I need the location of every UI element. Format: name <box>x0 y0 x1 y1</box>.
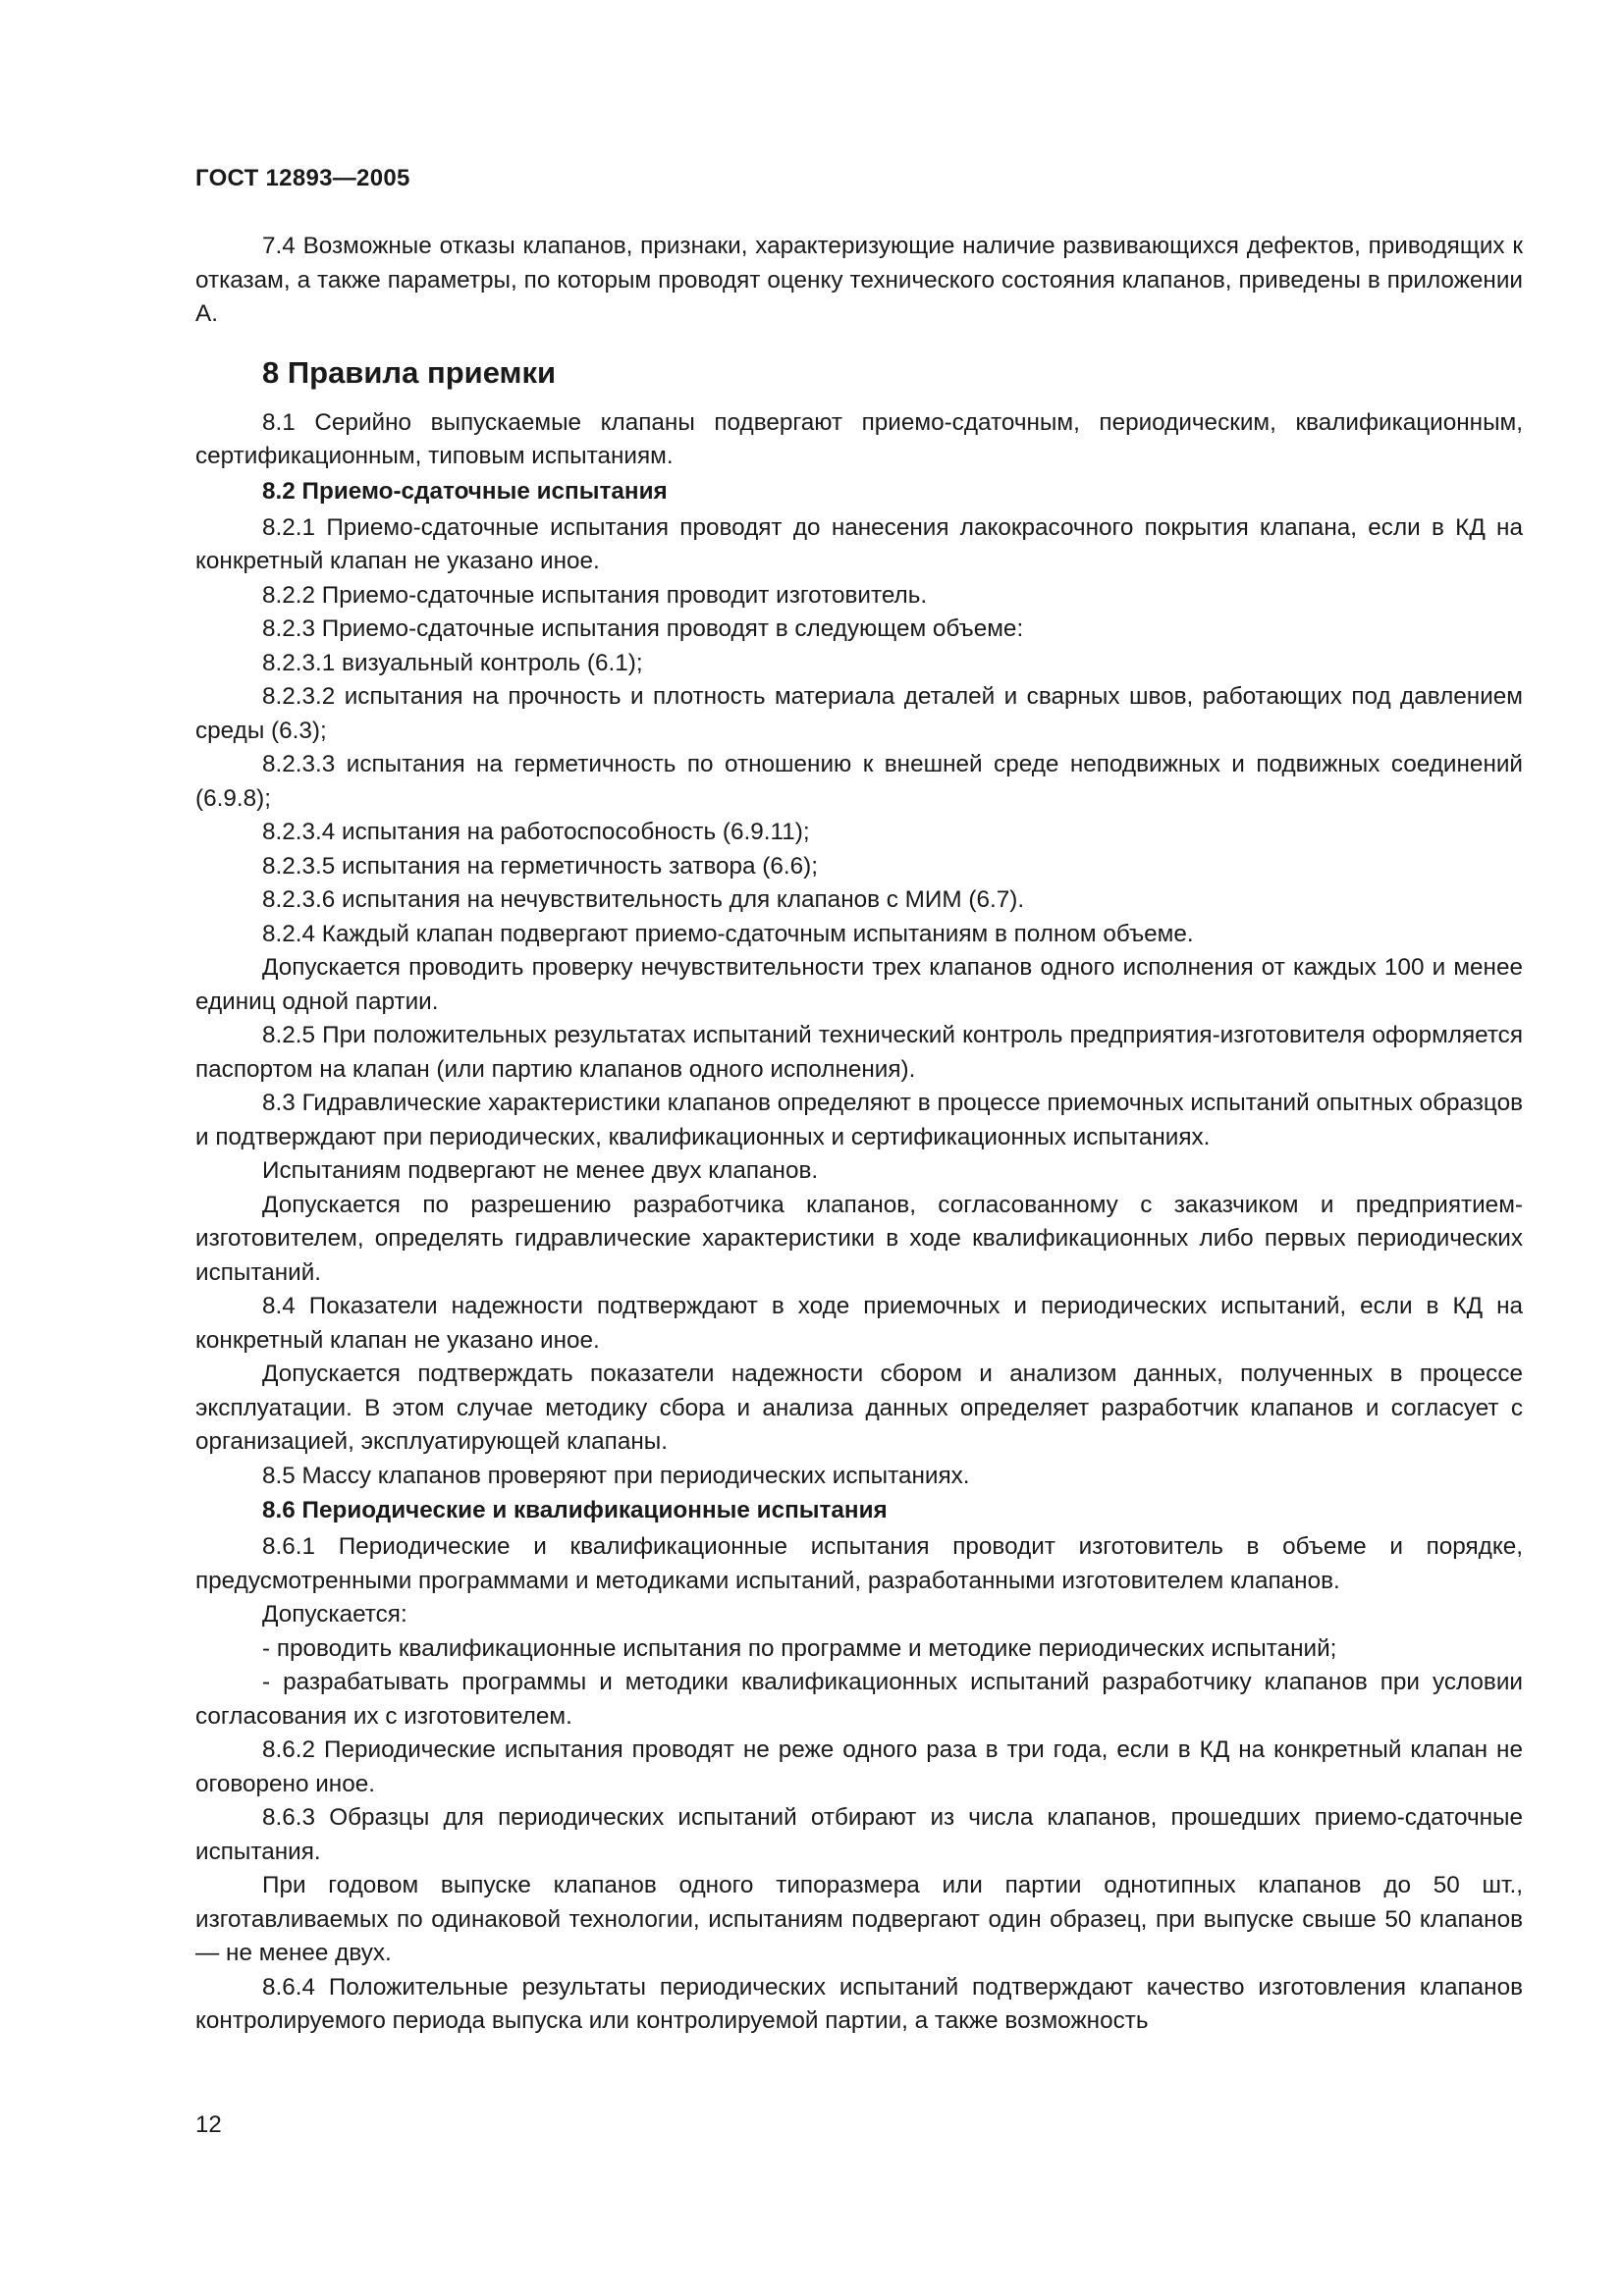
document-body <box>195 230 1523 2039</box>
paragraph: 8.3 Гидравлические характеристики клапанов определяют в процессе приемочных испытаний опытных образцов и подтверждают при периодических, квалификационных и сертификационных испытаниях. <box>195 1090 1523 1150</box>
paragraph: Допускается подтверждать показатели надежности сбором и анализом данных, полученных в процессе эксплуатации. В этом случае методику сбора и анализа данных определяет разработчик клапанов и согласует с организацией, эксплуатирующей клапаны. <box>195 1361 1523 1455</box>
paragraph: 8.6.1 Периодические и квалификационные испытания проводит изготовитель в объеме и порядке, предусмотренными программами и методиками испытаний, разработанными изготовителем клапанов. <box>195 1533 1523 1594</box>
paragraph: Допускается: <box>262 1601 407 1628</box>
paragraph: 8.6.4 Положительные результаты периодических испытаний подтверждают качество изготовления клапанов контролируемого периода выпуска или контролируемой партии, а также возможность <box>195 1973 1523 2034</box>
paragraph: 8.2.2 Приемо-сдаточные испытания проводит изготовитель. <box>262 581 928 609</box>
paragraph: 8.2.4 Каждый клапан подвергают приемо-сдаточным испытаниям в полном объеме. <box>262 920 1194 947</box>
subsection-heading: 8.2 Приемо-сдаточные испытания <box>262 477 668 505</box>
paragraph: 8.2.1 Приемо-сдаточные испытания проводят до нанесения лакокрасочного покрытия клапана, если в КД на конкретный клапан не указано иное. <box>195 513 1523 574</box>
paragraph: - разрабатывать программы и методики квалификационных испытаний разработчику клапанов при условии согласования их с изготовителем. <box>195 1669 1523 1730</box>
paragraph: Допускается проводить проверку нечувствительности трех клапанов одного исполнения от каждых 100 и менее единиц одной партии. <box>195 954 1523 1015</box>
document-header-code: ГОСТ 12893—2005 <box>195 165 410 191</box>
paragraph: 8.6.3 Образцы для периодических испытаний отбирают из числа клапанов, прошедших приемо-сдаточные испытания. <box>195 1804 1523 1865</box>
paragraph: 8.2.5 При положительных результатах испытаний технический контроль предприятия-изготовителя оформляется паспортом на клапан (или партию клапанов одного исполнения). <box>195 1022 1523 1083</box>
paragraph: 8.5 Массу клапанов проверяют при периодических испытаниях. <box>262 1462 970 1489</box>
paragraph: Испытаниям подвергают не менее двух клапанов. <box>262 1157 819 1184</box>
paragraph: 8.2.3.2 испытания на прочность и плотность материала деталей и сварных швов, работающих под давлением среды (6.3); <box>195 683 1523 744</box>
subsection-heading: 8.6 Периодические и квалификационные испытания <box>262 1497 888 1523</box>
paragraph: 8.4 Показатели надежности подтверждают в ходе приемочных и периодических испытаний, если в КД на конкретный клапан не указано иное. <box>195 1293 1523 1354</box>
paragraph: 8.2.3.1 визуальный контроль (6.1); <box>262 649 643 676</box>
paragraph: 8.1 Серийно выпускаемые клапаны подвергают приемо-сдаточным, периодическим, квалификационным, сертификационным, типовым испытаниям. <box>195 408 1523 469</box>
paragraph: При годовом выпуске клапанов одного типоразмера или партии однотипных клапанов до 50 шт., изготавливаемых по одинаковой технологии, испытаниям подвергают один образец, при выпуске свыше 50 клапанов — не менее двух. <box>195 1872 1523 1966</box>
page-number: 12 <box>195 2111 222 2138</box>
paragraph: Допускается по разрешению разработчика клапанов, согласованному с заказчиком и предприятием-изготовителем, определять гидравлические характеристики в ходе квалификационных либо первых периодических испытаний. <box>195 1191 1523 1286</box>
paragraph: 8.2.3.4 испытания на работоспособность (6.9.11); <box>262 819 810 845</box>
paragraph: 8.2.3.5 испытания на герметичность затвора (6.6); <box>262 852 818 880</box>
paragraph: 8.2.3.3 испытания на герметичность по отношению к внешней среде неподвижных и подвижных соединений (6.9.8); <box>195 751 1523 812</box>
paragraph: 8.2.3.6 испытания на нечувствительность для клапанов с МИМ (6.7). <box>262 886 1025 913</box>
paragraph: 8.2.3 Приемо-сдаточные испытания проводят в следующем объеме: <box>262 615 1024 642</box>
paragraph: - проводить квалификационные испытания по программе и методике периодических испытаний; <box>262 1634 1337 1662</box>
paragraph: 7.4 Возможные отказы клапанов, признаки, характеризующие наличие развивающихся дефектов, приводящих к отказам, а также параметры, по которым проводят оценку технического состояния клапанов, приведены в приложении А. <box>195 233 1523 327</box>
paragraph: 8.6.2 Периодические испытания проводят не реже одного раза в три года, если в КД на конкретный клапан не оговорено иное. <box>195 1736 1523 1797</box>
section-heading: 8 Правила приемки <box>262 354 557 390</box>
